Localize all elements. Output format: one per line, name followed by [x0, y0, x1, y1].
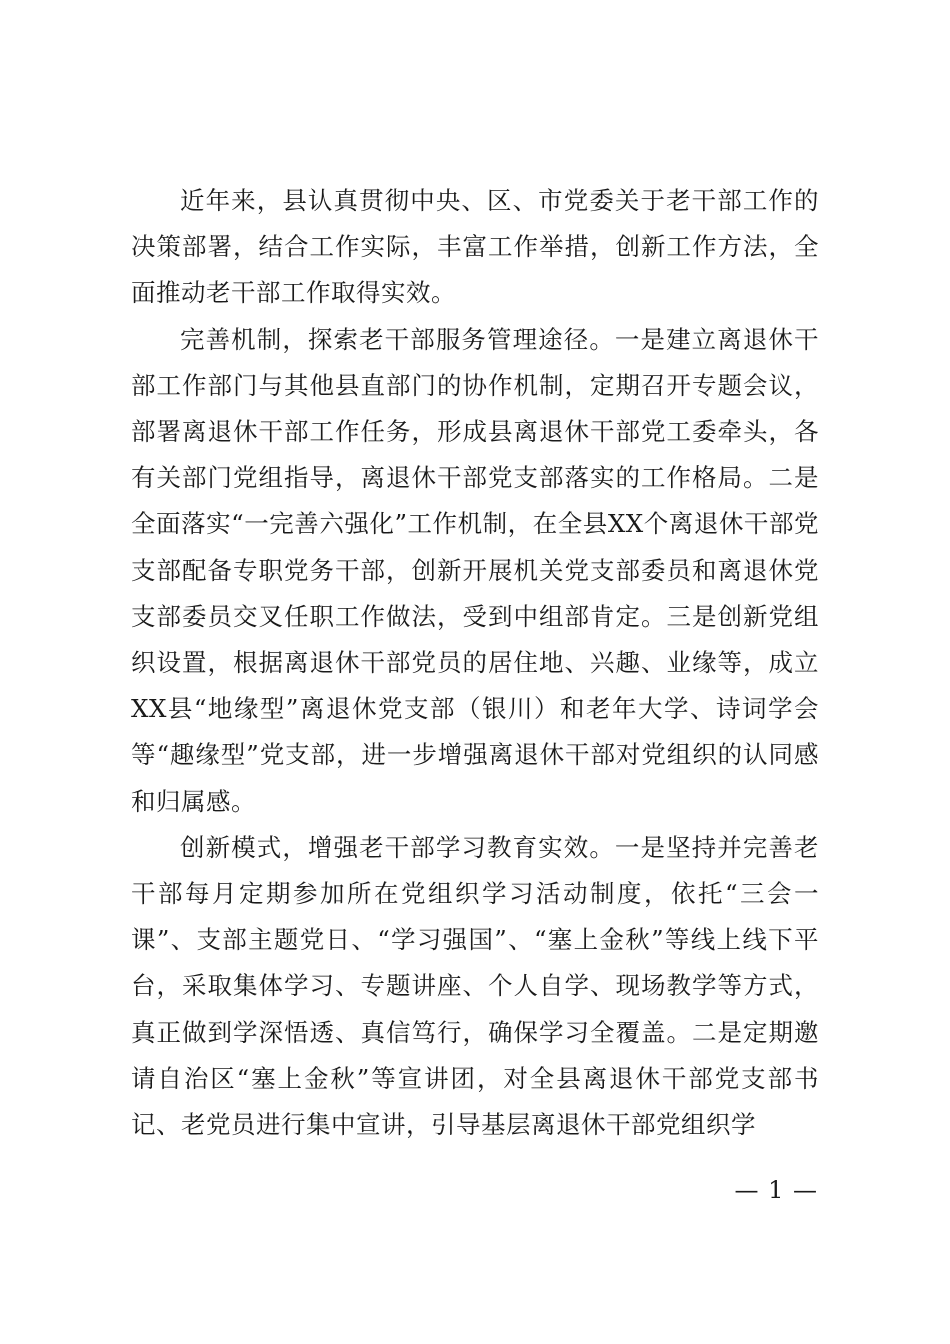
- document-body: [131, 178, 819, 1148]
- paragraph-mechanism: 完善机制，探索老干部服务管理途径。一是建立离退休干部工作部门与其他县直部门的协作机制，定期召开专题会议，部署离退休干部工作任务，形成县离退休干部党工委牵头，各有关部门党组指导，离退休干部党支部落实的工作格局。二是全面落实“一完善六强化”工作机制，在全县XX个离退休干部党支部配备专职党务干部，创新开展机关党支部委员和离退休党支部委员交叉任职工作做法，受到中组部肯定。三是创新党组织设置，根据离退休干部党员的居住地、兴趣、业缘等，成立XX县“地缘型”离退休党支部（银川）和老年大学、诗词学会等“趣缘型”党支部，进一步增强离退休干部对党组织的认同感和归属感。: [131, 324, 819, 816]
- paragraph-learning: 创新模式，增强老干部学习教育实效。一是坚持并完善老干部每月定期参加所在党组织学习活动制度，依托“三会一课”、支部主题党日、“学习强国”、“塞上金秋”等线上线下平台，采取集体学习、专题讲座、个人自学、现场教学等方式，真正做到学深悟透、真信笃行，确保学习全覆盖。二是定期邀请自治区“塞上金秋”等宣讲团，对全县离退休干部党支部书记、老党员进行集中宣讲，引导基层离退休干部党组织学: [131, 832, 819, 1140]
- paragraph-intro: 近年来，县认真贯彻中央、区、市党委关于老干部工作的决策部署，结合工作实际，丰富工作举措，创新工作方法，全面推动老干部工作取得实效。: [131, 186, 819, 308]
- page-number: — 1 —: [734, 1176, 818, 1204]
